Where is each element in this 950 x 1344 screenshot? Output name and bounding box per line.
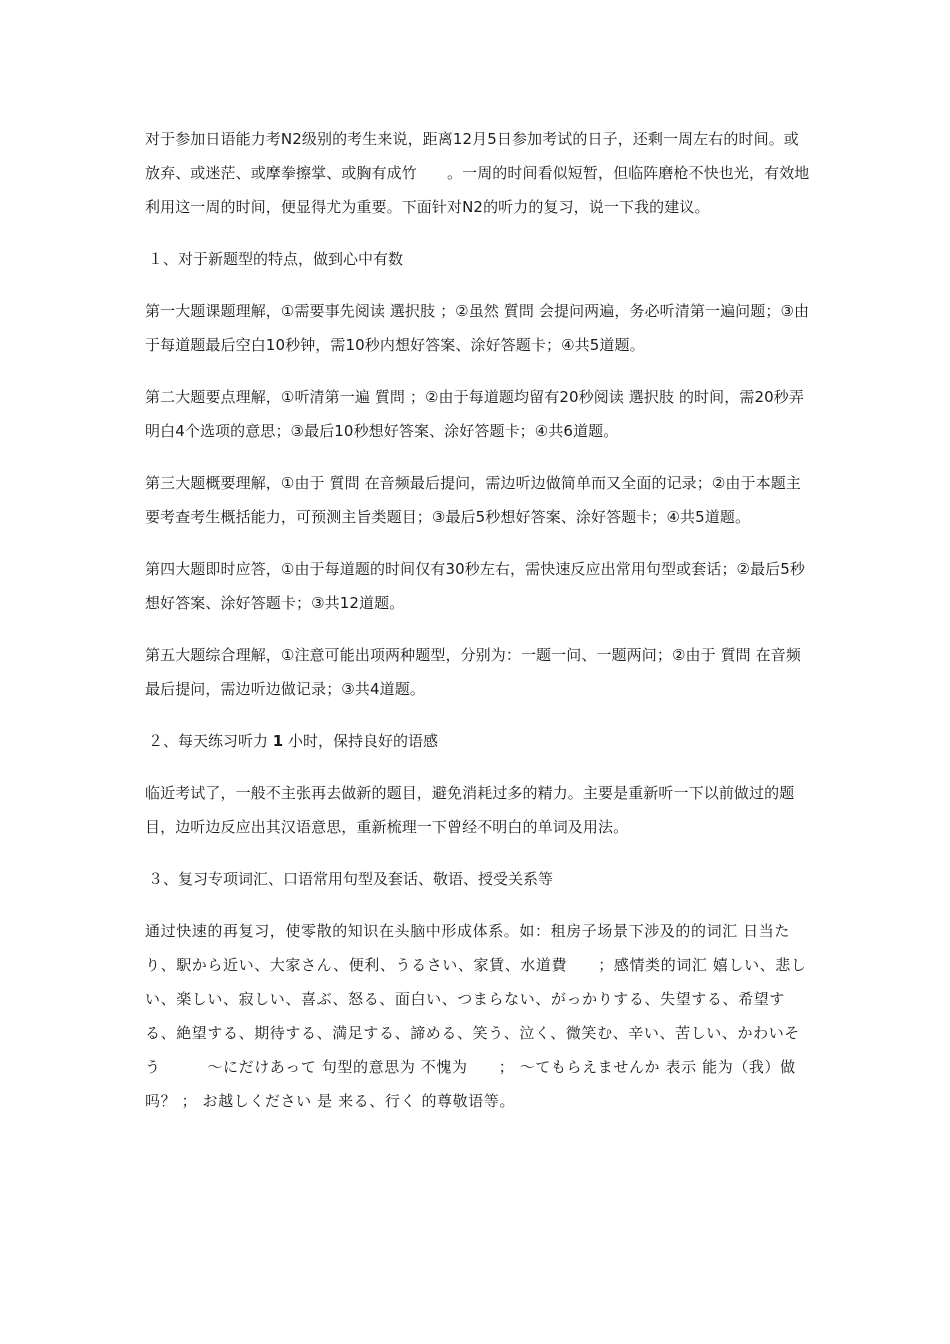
question-type-1-paragraph: 第一大题课题理解，①需要事先阅读 選択肢 ；②虽然 質問 会提问两遍，务必听清第一遍问题；③由于每道题最后空白10秒钟，需10秒内想好答案、涂好答题卡；④共5道题。 — [145, 302, 810, 354]
document-page — [145, 122, 827, 1136]
question-type-4-paragraph: 第四大题即时应答，①由于每道题的时间仅有30秒左右，需快速反应出常用句型或套话；②最后5秒想好答案、涂好答题卡；③共12道题。 — [145, 560, 806, 612]
section-heading-2 — [145, 724, 811, 758]
section-heading-2-bold-number: 1 — [272, 732, 284, 750]
section-heading-3-text: ３、复习专项词汇、口语常用句型及套话、敬语、授受关系等 — [148, 870, 554, 888]
question-type-3-paragraph: 第三大题概要理解，①由于 質問 在音频最后提问，需边听边做简单而又全面的记录；②由于本题主要考查考生概括能力，可预测主旨类题目；③最后5秒想好答案、涂好答题卡；④共5道题。 — [145, 474, 801, 526]
section-heading-2-prefix: ２、每天练习听力 — [148, 732, 269, 750]
intro-paragraph: 对于参加日语能力考N2级别的考生来说，距离12月5日参加考试的日子，还剩一周左右的时间。或放弃、或迷茫、或摩拳擦掌、或胸有成竹 。一周的时间看似短暂，但临阵磨枪不快也光，有效地利用这一周的时间，便显得尤为重要。下面针对N2的听力的复习，说一下我的建议。 — [145, 130, 810, 216]
question-type-2-paragraph: 第二大题要点理解，①听清第一遍 質問 ；②由于每道题均留有20秒阅读 選択肢 的时间，需20秒弄明白4个选项的意思；③最后10秒想好答案、涂好答题卡；④共6道题。 — [145, 388, 804, 440]
section-heading-3 — [145, 862, 811, 896]
question-type-5-paragraph: 第五大题综合理解，①注意可能出项两种题型，分别为：一题一问、一题两问；②由于 質問 在音频最后提问，需边听边做记录；③共4道题。 — [145, 646, 801, 698]
section-heading-1 — [145, 242, 811, 276]
practice-paragraph: 临近考试了，一般不主张再去做新的题目，避免消耗过多的精力。主要是重新听一下以前做过的题目，边听边反应出其汉语意思，重新梳理一下曾经不明白的单词及用法。 — [145, 784, 795, 836]
section-heading-2-suffix: 小时，保持良好的语感 — [288, 732, 439, 750]
section-heading-1-text: １、对于新题型的特点，做到心中有数 — [148, 250, 404, 268]
vocabulary-paragraph: 通过快速的再复习，使零散的知识在头脑中形成体系。如：租房子场景下涉及的的词汇 日当たり、駅から近い、大家さん、便利、うるさい、家賃、水道費 ；感情类的词汇 嬉しい、悲しい、楽しい、寂しい、喜ぶ、怒る、面白い、つまらない、がっかりする、失望する、希望する、絶望する、期待する、満足する、諦める、笑う、泣く、微笑む、辛い、苦しい、かわいそう ～にだけあって 句型的意思为 不愧为 ； ～てもらえませんか 表示 能为（我）做 吗？ ； お越しください 是 来る、行く 的尊敬语等。 — [145, 922, 827, 1110]
